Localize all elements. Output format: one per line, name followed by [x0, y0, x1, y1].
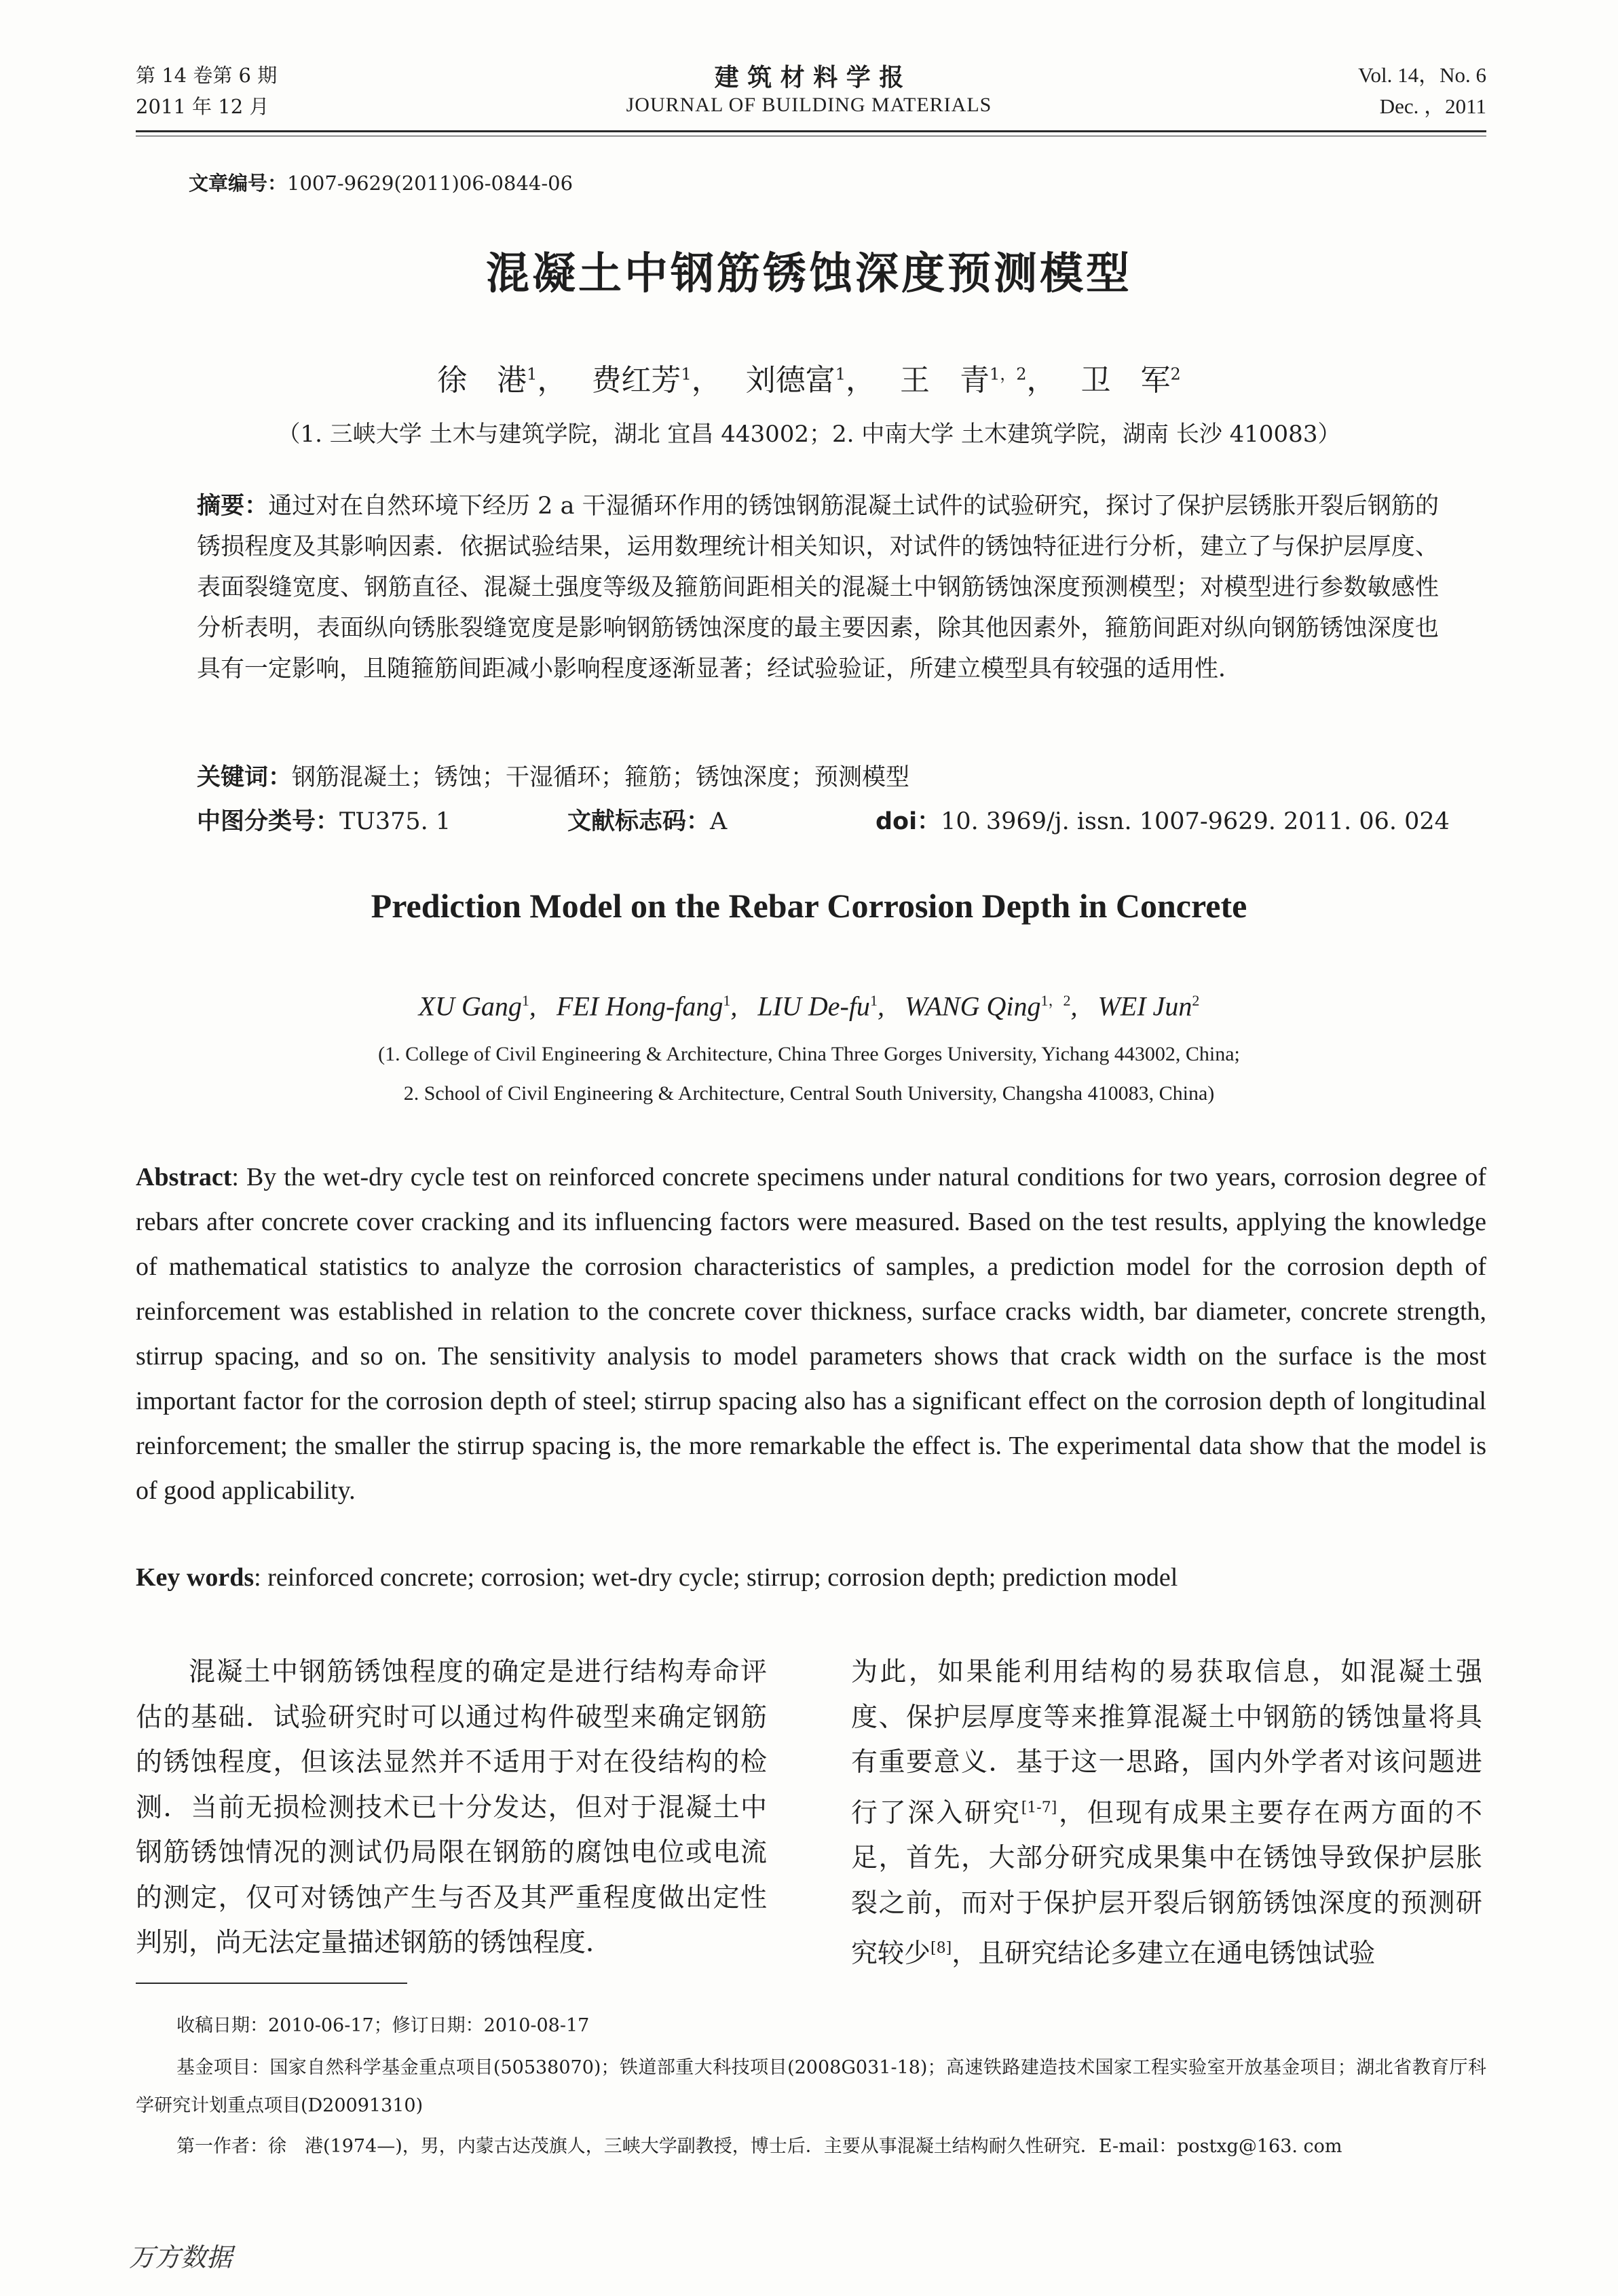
keywords-en: Key words: reinforced concrete; corrosion; wet-dry cycle; stirrup; corrosion depth; prediction model — [136, 1563, 1178, 1592]
keywords-cn — [197, 757, 1439, 798]
footnote-dates: 收稿日期：2010-06-17；修订日期：2010-08-17 — [176, 2015, 590, 2036]
clc-number — [197, 805, 451, 839]
footnote-author: 第一作者：徐 港(1974—)，男，内蒙古达茂旗人，三峡大学副教授，博士后．主要从事混凝土结构耐久性研究．E-mail：postxg@163. com — [176, 2136, 1342, 2157]
footnote-funding: 基金项目：国家自然科学基金重点项目(50538070)；铁道部重大科技项目(2008G031-18)；高速铁路建造技术国家工程实验室开放基金项目；湖北省教育厅科学研究计划重点项目(D20091310) — [136, 2057, 1486, 2116]
footnote-rule — [136, 1983, 407, 1984]
citation-ref: [1-7] — [1021, 1799, 1057, 1816]
author-en: FEI Hong-fang — [556, 991, 723, 1022]
author-en: WEI Jun — [1097, 991, 1192, 1022]
abstract-cn-label: 摘要： — [197, 493, 269, 520]
journal-name-cn: 建 筑 材 料 学 报 — [714, 64, 904, 92]
watermark-text: 万方数据 — [129, 2242, 233, 2272]
keywords-cn-text: 钢筋混凝土；锈蚀；干湿循环；箍筋；锈蚀深度；预测模型 — [292, 764, 910, 791]
header-rule-thick — [136, 130, 1486, 132]
author-cn: 卫 军 — [1080, 363, 1171, 398]
author-cn-sup: 1，2 — [990, 364, 1027, 384]
clc-label: 中图分类号： — [197, 808, 340, 835]
author-en-sup: 1，2 — [1040, 992, 1071, 1009]
keywords-en-text: reinforced concrete; corrosion; wet-dry cycle; stirrup; corrosion depth; prediction model — [267, 1563, 1178, 1592]
abstract-en-label: Abstract — [136, 1163, 232, 1191]
body-left-column: 混凝土中钢筋锈蚀程度的确定是进行结构寿命评估的基础．试验研究时可以通过构件破型来确定钢筋的锈蚀程度，但该法显然并不适用于对在役结构的检测．当前无损检测技术已十分发达，但对于混凝土中钢筋锈蚀情况的测试仍局限在钢筋的腐蚀电位或电流的测定，仅可对锈蚀产生与否及其严重程度做出定性判别，尚无法定量描述钢筋的锈蚀程度． — [136, 1657, 767, 1958]
date-en: Dec. ，2011 — [1379, 94, 1486, 118]
journal-name-en: JOURNAL OF BUILDING MATERIALS — [626, 94, 992, 116]
body-right-text: ，且研究结论多建立在通电锈蚀试验 — [952, 1938, 1376, 1969]
author-cn: 王 青 — [900, 363, 990, 398]
keywords-en-label: Key words — [136, 1563, 255, 1592]
abstract-en-text: By the wet-dry cycle test on reinforced concrete specimens under natural conditions for two years, corrosion degree of rebars after concrete cover cracking and its influencing factors were measured. Based on the test results, applying the knowledge of mathematical statistics to analyze the corrosion characteristics of samples, a prediction model for the corrosion depth of reinforcement was established in relation to the concrete cover thickness, surface cracks width, bar diameter, concrete strength, stirrup spacing, and so on. The sensitivity analysis to model parameters shows that crack width on the surface is the most important factor for the corrosion depth of steel; stirrup spacing also has a significant effect on the corrosion depth of longitudinal reinforcement; the smaller the stirrup spacing is, the more remarkable the effect is. The experimental data show that the model is of good applicability. — [136, 1163, 1487, 1505]
affiliation-cn: （1. 三峡大学 土木与建筑学院，湖北 宜昌 443002；2. 中南大学 土木建筑学院，湖南 长沙 410083） — [277, 421, 1341, 448]
author-en-sup: 1 — [723, 992, 731, 1009]
title-cn: 混凝土中钢筋锈蚀深度预测模型 — [486, 249, 1132, 299]
author-en: XU Gang — [418, 991, 522, 1022]
author-en-sup: 2 — [1192, 992, 1200, 1009]
author-cn: 徐 港 — [437, 363, 527, 398]
date-cn: 2011 年 12 月 — [136, 95, 269, 118]
abstract-cn-text: 通过对在自然环境下经历 2 a 干湿循环作用的锈蚀钢筋混凝土试件的试验研究，探讨了保护层锈胀开裂后钢筋的锈损程度及其影响因素．依据试验结果，运用数理统计相关知识，对试件的锈蚀特征进行分析，建立了与保护层厚度、表面裂缝宽度、钢筋直径、混凝土强度等级及箍筋间距相关的混凝土中钢筋锈蚀深度预测模型；对模型进行参数敏感性分析表明，表面纵向锈胀裂缝宽度是影响钢筋锈蚀深度的最主要因素，除其他因素外，箍筋间距对纵向钢筋锈蚀深度也具有一定影响，且随箍筋间距减小影响程度逐渐显著；经试验验证，所建立模型具有较强的适用性． — [197, 493, 1439, 683]
author-cn: 费红芳 — [591, 363, 681, 398]
abstract-en: Abstract: By the wet-dry cycle test on reinforced concrete specimens under natural conditions for two years, corrosion degree of rebars after concrete cover cracking and its influencing factors were measured. Based on the test results, applying the knowledge of mathematical statistics to analyze the corrosion characteristics of samples, a prediction model for the corrosion depth of reinforcement was established in relation to the concrete cover thickness, surface cracks width, bar diameter, concrete strength, stirrup spacing, and so on. The sensitivity analysis to model parameters shows that crack width on the surface is the most important factor for the corrosion depth of steel; stirrup spacing also has a significant effect on the corrosion depth of longitudinal reinforcement; the smaller the stirrup spacing is, the more remarkable the effect is. The experimental data show that the model is of good applicability. — [136, 1163, 1487, 1505]
document-code — [567, 805, 727, 839]
doi-value: 10. 3969/j. issn. 1007-9629. 2011. 06. 024 — [941, 808, 1450, 835]
author-cn-sup: 1 — [527, 364, 538, 384]
document-code-value: A — [710, 808, 728, 835]
body-right-text: ，但现有成果主要存在两方面的不足，首先，大部分研究成果集中在锈蚀导致保护层胀裂之前，而对于保护层开裂后钢筋锈蚀深度的预测研究较少 — [851, 1797, 1482, 1969]
author-en-sup: 1 — [869, 992, 878, 1009]
author-cn-sup: 2 — [1170, 364, 1181, 384]
authors-cn: 徐 港$^1$， 费红芳$^1$， 刘德富$^1$， 王 青$^{1,2}$， 卫 军$^2$ — [437, 363, 1181, 398]
article-number-label: 文章编号： — [189, 172, 288, 195]
author-en: WANG Qing — [904, 991, 1041, 1022]
author-cn-sup: 1 — [835, 364, 846, 384]
article-number-value: 1007-9629(2011)06-0844-06 — [287, 172, 573, 195]
citation-ref: [8] — [930, 1940, 952, 1957]
author-cn: 刘德富 — [745, 363, 835, 398]
author-en-sup: 1 — [521, 992, 529, 1009]
body-right-text: 为此，如果能利用结构的易获取信息，如混凝土强度、保护层厚度等来推算混凝土中钢筋的锈蚀量将具有重要意义．基于这一思路，国内外学者对该问题进行了深入研究 — [851, 1657, 1482, 1829]
volume-issue-en: Vol. 14，No. 6 — [1358, 63, 1486, 87]
affiliation-en-2: 2. School of Civil Engineering & Architecture, Central South University, Changsha 410083, China) — [403, 1082, 1215, 1105]
clc-value: TU375. 1 — [339, 808, 451, 835]
author-cn-sup: 1 — [681, 364, 692, 384]
volume-issue-cn: 第 14 卷第 6 期 — [136, 64, 278, 87]
doi-label: doi： — [876, 808, 941, 835]
title-en: Prediction Model on the Rebar Corrosion Depth in Concrete — [371, 887, 1247, 925]
doi — [876, 805, 1450, 839]
abstract-cn — [197, 486, 1439, 689]
affiliation-en-1: (1. College of Civil Engineering & Architecture, China Three Gorges University, Yichang 443002, China; — [378, 1043, 1240, 1065]
authors-en: XU Gang$^1$, FEI Hong-fang$^1$, LIU $De-fu^1$, WANG Qing$^{1,2}$, WEI Jun$^2$ — [418, 991, 1200, 1022]
article-number — [189, 168, 573, 196]
body-right-column — [851, 1650, 1482, 1977]
author-en: LIU De-fu — [757, 991, 870, 1022]
document-code-label: 文献标志码： — [567, 808, 711, 835]
keywords-cn-label: 关键词： — [197, 764, 293, 791]
